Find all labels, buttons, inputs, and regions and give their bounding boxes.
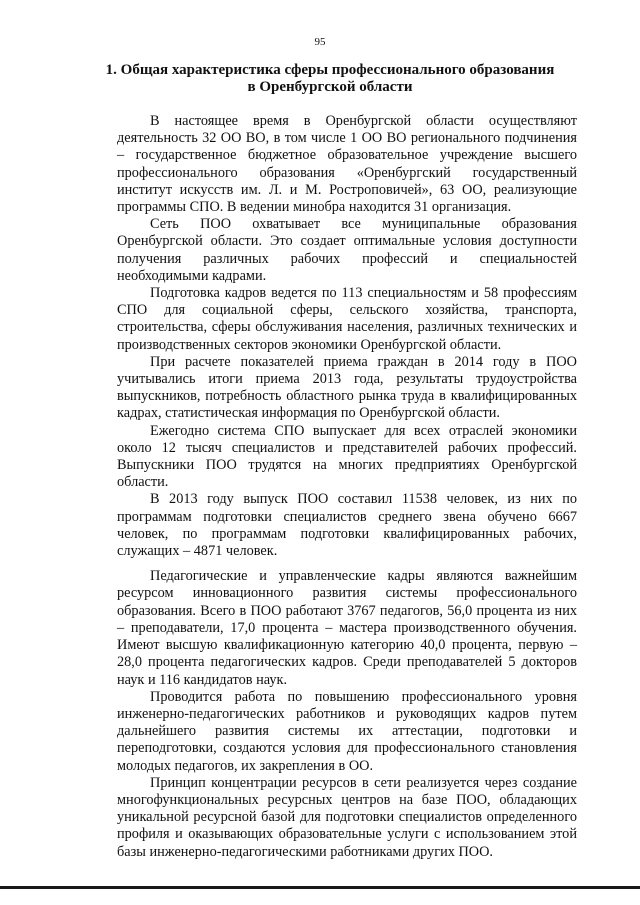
paragraph-7: Педагогические и управленческие кадры являются важнейшим ресурсом инновационного развития системы профессионального образования. Всего в ПОО работают 3767 педагогов, 56,0 процента из них – преподаватели, 17,0 процента – мастера производственного обучения. Имеют высшую квалификационную категорию 40,0 процента, первую – 28,0 процента педагогических кадров. Среди преподавателей 5 докторов наук и 116 кандидатов наук.: [117, 568, 577, 688]
section-heading-line-1: 1. Общая характеристика сферы профессионального образования: [105, 62, 555, 78]
paragraph-1: В настоящее время в Оренбургской области осуществляют деятельность 32 ОО ВО, в том числе 1 ОО ВО регионального подчинения – государственное бюджетное образовательное учреждение высшего профессионального образования «Оренбургский государственный институт искусств им. Л. и М. Ростроповичей», 63 ОО, реализующие программы СПО. В ведении минобра находится 31 организация.: [117, 113, 577, 216]
paragraph-2: Сеть ПОО охватывает все муниципальные образования Оренбургской области. Это создает оптимальные условия доступности получения различных рабочих профессий и специальностей необходимыми кадрами.: [117, 216, 577, 284]
page-number: 95: [314, 36, 326, 48]
bottom-rule: [0, 886, 640, 889]
section-heading: [100, 62, 560, 96]
section-heading-line-2: в Оренбургской области: [247, 79, 413, 95]
paragraph-9: Принцип концентрации ресурсов в сети реализуется через создание многофункциональных ресурсных центров на базе ПОО, обладающих уникальной ресурсной базой для подготовки специалистов определенного профиля и оказывающих образовательные услуги с использованием этой базы инженерно-педагогическими работниками других ПОО.: [117, 774, 577, 860]
paragraph-6: В 2013 году выпуск ПОО составил 11538 человек, из них по программам подготовки специалистов среднего звена обучено 6667 человек, по программам подготовки квалифицированных рабочих, служащих – 4871 человек.: [117, 491, 577, 560]
body-text: [117, 113, 577, 861]
paragraph-4: При расчете показателей приема граждан в 2014 году в ПОО учитывались итоги приема 2013 года, результаты трудоустройства выпускников, потребность областного рынка труда в квалифицированных кадрах, статистическая информация по Оренбургской области.: [117, 353, 577, 422]
paragraph-8: Проводится работа по повышению профессионального уровня инженерно-педагогических работников и руководящих кадров путем дальнейшего развития системы их аттестации, подготовки и переподготовки, создаются условия для профессионального становления молодых педагогов, их закрепления в ОО.: [117, 688, 577, 774]
paragraph-5: Ежегодно система СПО выпускает для всех отраслей экономики около 12 тысяч специалистов и представителей рабочих профессий. Выпускники ПОО трудятся на многих предприятиях Оренбургской области.: [117, 422, 577, 491]
paragraph-3: Подготовка кадров ведется по 113 специальностям и 58 профессиям СПО для социальной сферы, сельского хозяйства, транспорта, строительства, сферы обслуживания населения, различных технических и производственных секторов экономики Оренбургской области.: [117, 285, 577, 353]
